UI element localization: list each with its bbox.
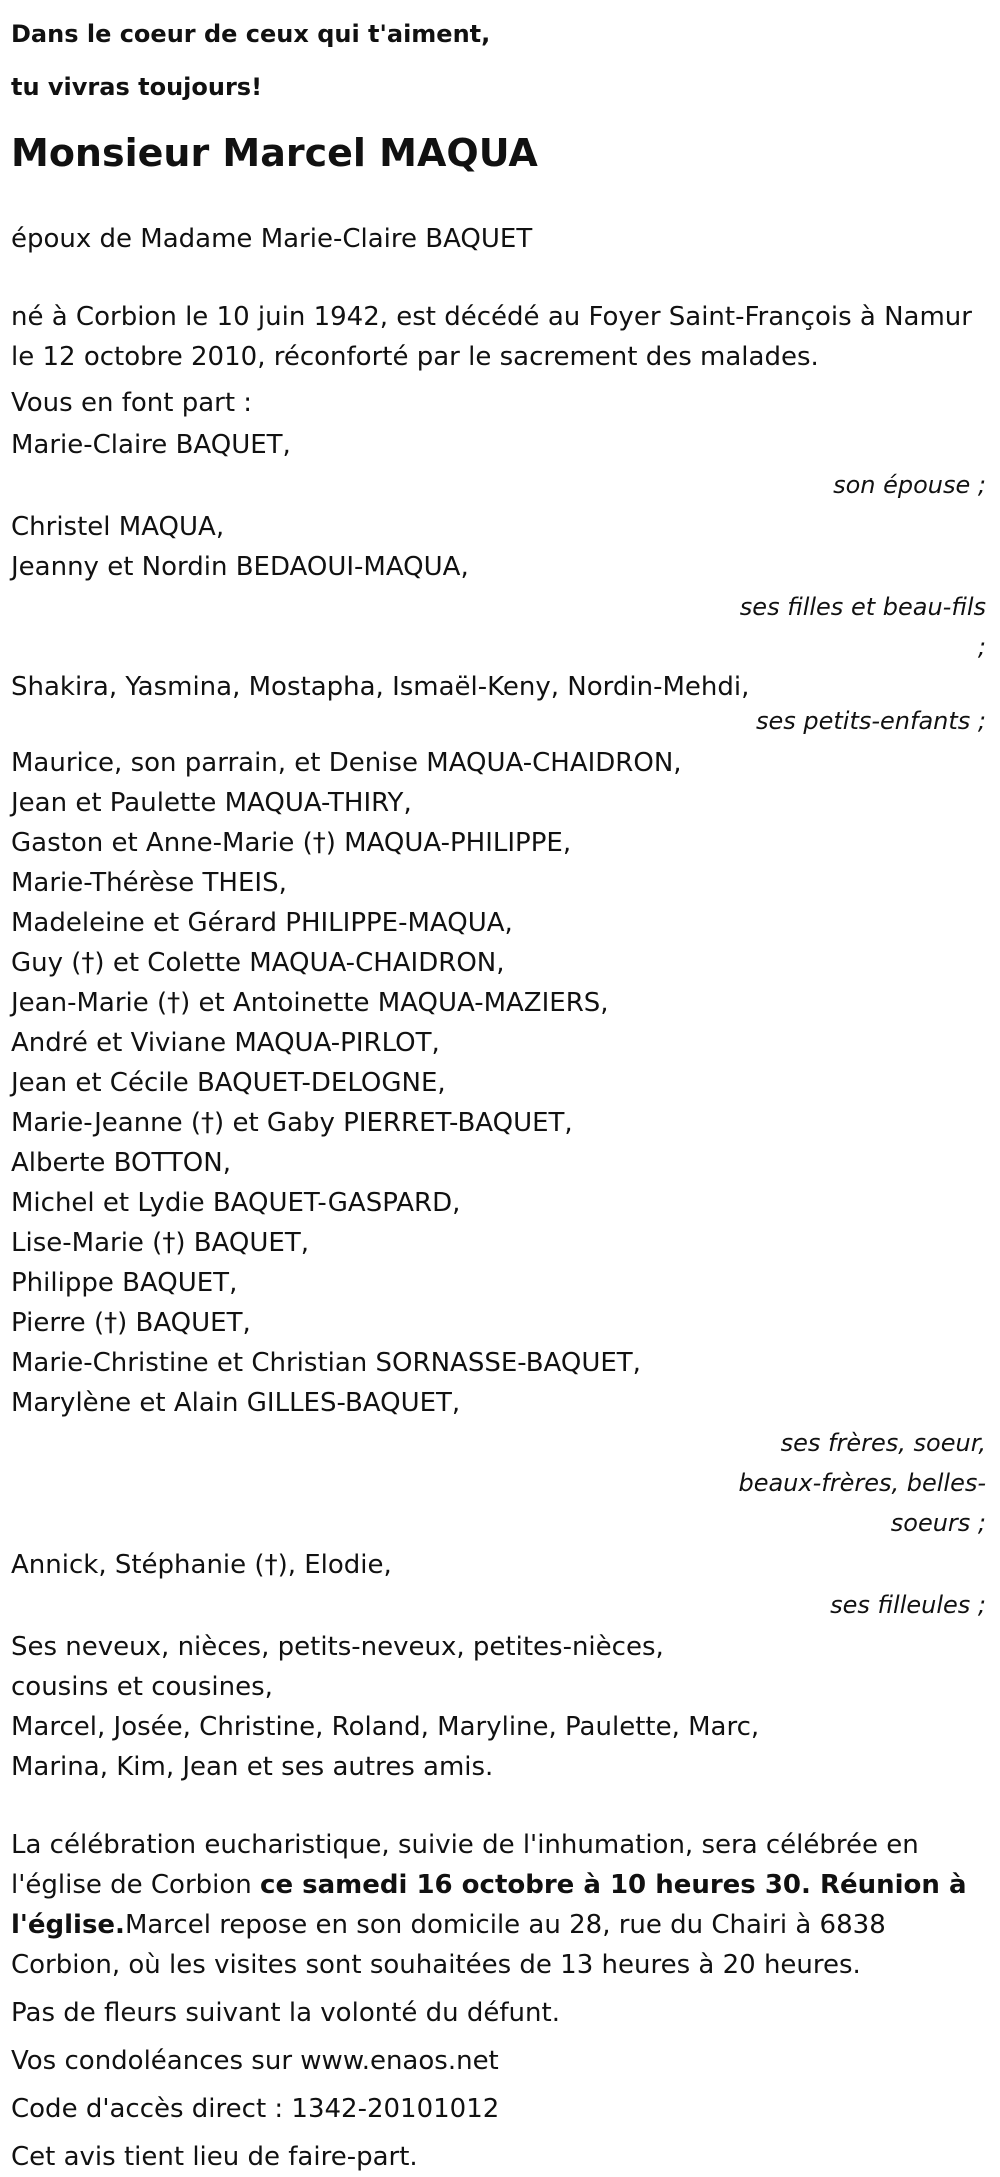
family-name: Lise-Marie (†) BAQUET, bbox=[11, 1228, 309, 1258]
flowers-note: Pas de fleurs suivant la volonté du défunt. bbox=[11, 1998, 560, 2028]
family-name: Alberte BOTTON, bbox=[11, 1148, 231, 1178]
family-group-goddaughters bbox=[11, 1545, 986, 1625]
family-name: Shakira, Yasmina, Mostapha, Ismaël-Keny, Nordin-Mehdi, bbox=[11, 672, 750, 702]
paragraph-line: né à Corbion le 10 juin 1942, est décédé au Foyer Saint-François à Namur bbox=[11, 302, 972, 332]
relation-label: beaux-frères, belles- bbox=[738, 1469, 986, 1497]
relation-label: soeurs ; bbox=[890, 1509, 986, 1537]
family-name: Annick, Stéphanie (†), Elodie, bbox=[11, 1550, 392, 1580]
family-group-siblings bbox=[11, 743, 986, 1543]
access-code: Code d'accès direct : 1342-20101012 bbox=[11, 2094, 500, 2124]
family-name: Pierre (†) BAQUET, bbox=[11, 1308, 251, 1338]
family-name: Marie-Jeanne (†) et Gaby PIERRET-BAQUET, bbox=[11, 1108, 573, 1138]
family-name: Michel et Lydie BAQUET-GASPARD, bbox=[11, 1188, 461, 1218]
epigraph bbox=[11, 8, 986, 114]
family-name: Marcel, Josée, Christine, Roland, Maryline, Paulette, Marc, bbox=[11, 1712, 760, 1742]
family-name: André et Viviane MAQUA-PIRLOT, bbox=[11, 1028, 440, 1058]
family-name: cousins et cousines, bbox=[11, 1672, 273, 1702]
ceremony-meeting-place: l'église. bbox=[11, 1910, 125, 1940]
family-group-spouse bbox=[11, 425, 986, 505]
birth-death-paragraph bbox=[11, 297, 986, 377]
family-name: Madeleine et Gérard PHILIPPE-MAQUA, bbox=[11, 908, 513, 938]
spouse-of-line: époux de Madame Marie-Claire BAQUET bbox=[11, 224, 533, 254]
condolences-note: Vos condoléances sur www.enaos.net bbox=[11, 2046, 499, 2076]
family-name: Marie-Christine et Christian SORNASSE-BAQUET, bbox=[11, 1348, 641, 1378]
relation-label: son épouse ; bbox=[833, 471, 986, 499]
family-name: Philippe BAQUET, bbox=[11, 1268, 238, 1298]
family-name: Marie-Claire BAQUET, bbox=[11, 430, 291, 460]
notice-note: Cet avis tient lieu de faire-part. bbox=[11, 2142, 418, 2172]
relation-label: ses filles et beau-fils bbox=[739, 593, 986, 621]
announce-line: Vous en font part : bbox=[11, 388, 253, 418]
family-name: Maurice, son parrain, et Denise MAQUA-CHAIDRON, bbox=[11, 748, 682, 778]
family-group-grandchildren bbox=[11, 669, 986, 737]
paragraph-line: le 12 octobre 2010, réconforté par le sacrement des malades. bbox=[11, 342, 819, 372]
family-name: Gaston et Anne-Marie (†) MAQUA-PHILIPPE, bbox=[11, 828, 572, 858]
family-name: Marylène et Alain GILLES-BAQUET, bbox=[11, 1388, 461, 1418]
paragraph-line bbox=[11, 1905, 986, 1945]
epigraph-line: Dans le coeur de ceux qui t'aiment, bbox=[11, 20, 491, 48]
family-name: Jean et Cécile BAQUET-DELOGNE, bbox=[11, 1068, 446, 1098]
family-group-others bbox=[11, 1627, 986, 1787]
family-name: Ses neveux, nièces, petits-neveux, petites-nièces, bbox=[11, 1632, 664, 1662]
family-group-daughters bbox=[11, 507, 986, 667]
relation-label: ses frères, soeur, bbox=[780, 1429, 986, 1457]
family-name: Jean et Paulette MAQUA-THIRY, bbox=[11, 788, 412, 818]
family-name: Guy (†) et Colette MAQUA-CHAIDRON, bbox=[11, 948, 505, 978]
family-name: Marie-Thérèse THEIS, bbox=[11, 868, 287, 898]
relation-label: ; bbox=[977, 633, 986, 661]
ceremony-text: Marcel repose en son domicile au 28, rue du Chairi à 6838 bbox=[124, 1910, 886, 1940]
relation-label: ses petits-enfants ; bbox=[755, 707, 986, 735]
relation-label: ses filleules ; bbox=[830, 1591, 986, 1619]
ceremony-text: l'église de Corbion bbox=[11, 1870, 261, 1900]
family-name: Jeanny et Nordin BEDAOUI-MAQUA, bbox=[11, 552, 469, 582]
family-name: Christel MAQUA, bbox=[11, 512, 225, 542]
paragraph-line: Corbion, où les visites sont souhaitées de 13 heures à 20 heures. bbox=[11, 1950, 861, 1980]
paragraph-line: La célébration eucharistique, suivie de l'inhumation, sera célébrée en bbox=[11, 1830, 919, 1860]
deceased-name: Monsieur Marcel MAQUA bbox=[11, 131, 538, 175]
family-name: Marina, Kim, Jean et ses autres amis. bbox=[11, 1752, 494, 1782]
ceremony-date-time: ce samedi 16 octobre à 10 heures 30. Réunion à bbox=[260, 1870, 967, 1900]
paragraph-line bbox=[11, 1865, 986, 1905]
epigraph-line: tu vivras toujours! bbox=[11, 73, 263, 101]
ceremony-paragraph bbox=[11, 1825, 986, 1985]
family-name: Jean-Marie (†) et Antoinette MAQUA-MAZIERS, bbox=[11, 988, 609, 1018]
